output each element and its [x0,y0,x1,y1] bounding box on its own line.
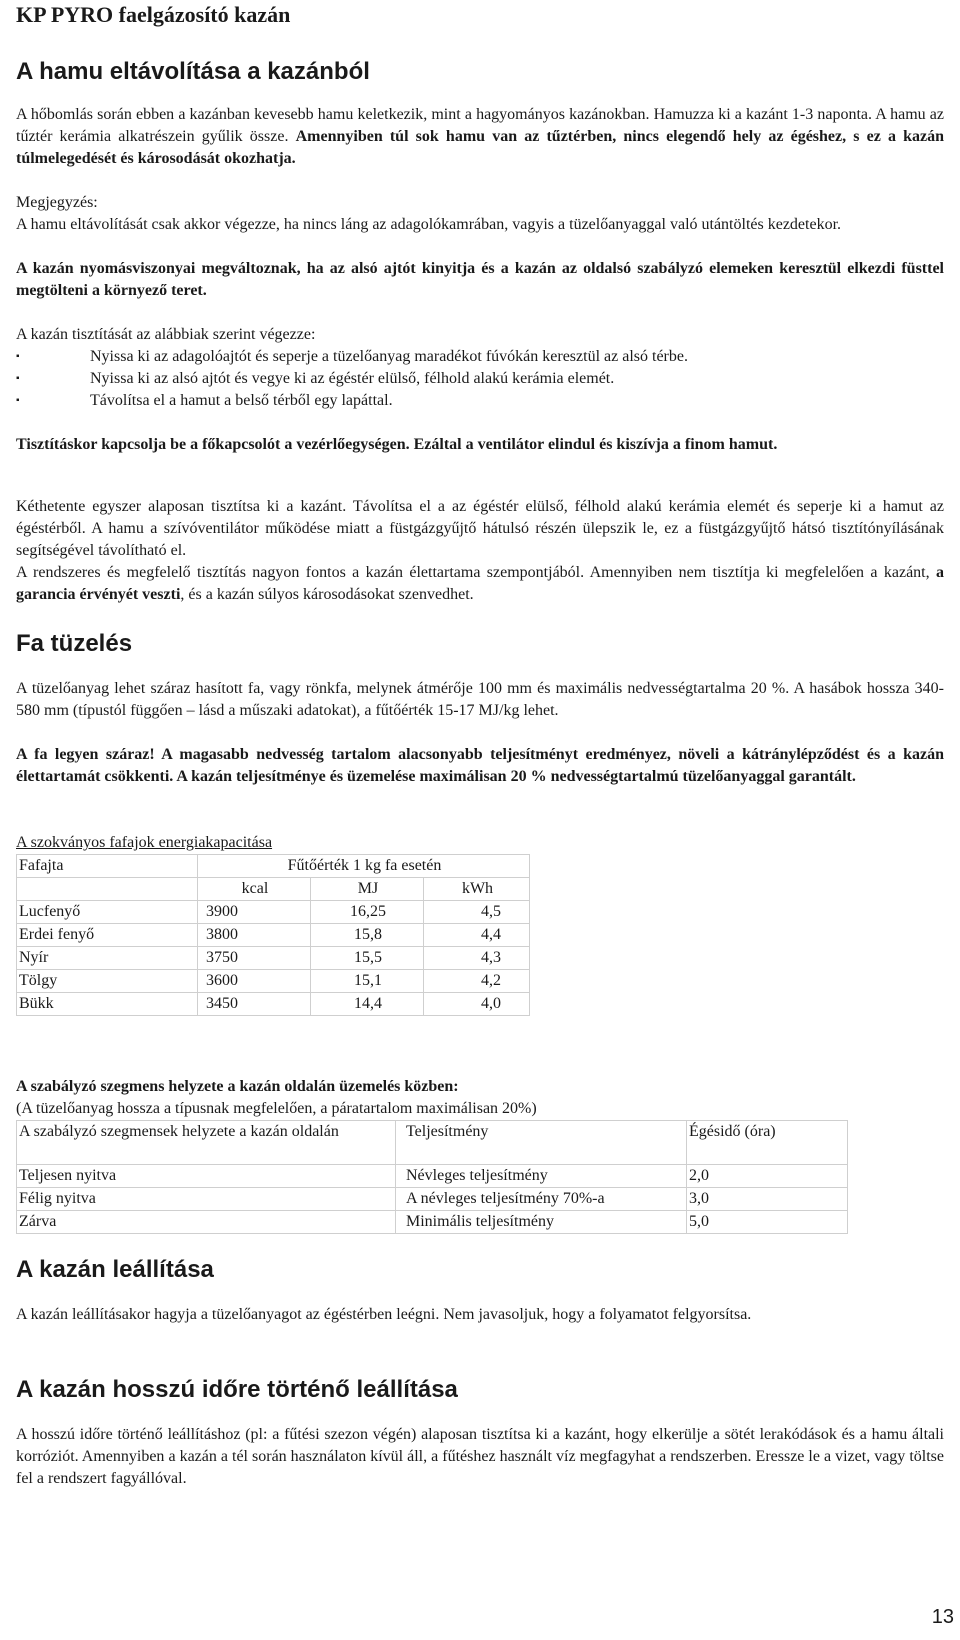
regular-cleaning-text: A rendszeres és megfelelő tisztítás nagyon fontos a kazán élettartama szempontjából. Amennyiben nem tisztítja ki megfelelően a kazánt, [16,564,936,581]
section-heading-wood-firing: Fa tüzelés [16,630,133,657]
table-cell: 4,2 [424,970,530,993]
cleaning-step-text: Nyissa ki az alsó ajtót és vegye ki az égéstér elülső, félhold alakú kerámia elemét. [90,370,615,387]
note-label: Megjegyzés: [16,194,98,211]
regular-cleaning-text-end: , és a kazán súlyos károsodásokat szenvedhet. [180,586,474,603]
warranty-warning: a garancia érvényét veszti [16,564,944,603]
table-cell: 4,0 [424,993,530,1016]
regulator-position-table [16,1120,848,1234]
weekly-cleaning-paragraph: Kéthetente egyszer alaposan tisztítsa ki a kazánt. Távolítsa el a az égéstér elülső, félhold alakú kerámia elemét és seperje ki a hamut az égéstérből. A hamu a szívóventilátor működése miatt a füstgázgyűjtő hátulsó részén ülepszik le, ez a füstgázgyűjtő hátsó tisztítónyílásának segítségével távolítható el. [16,498,944,559]
table-cell: 3,0 [687,1188,848,1211]
table-cell: 3800 [198,924,311,947]
long-shutdown-paragraph: A hosszú időre történő leállításhoz (pl: a fűtési szezon végén) alaposan tisztítsa ki a kazánt, hogy elkerülje a sötét lerakódások és a hamu általi korróziót. Amennyiben a kazán a tél során használaton kívül áll, a fűtéshez használt víz megfagyhat a rendszerben. Eressze le a vizet, vagy töltse fel a rendszert fagyállóval. [16,1426,944,1487]
bullet-icon: ▪ [16,395,20,406]
shutdown-paragraph: A kazán leállításakor hagyja a tüzelőanyagot az égéstérben leégni. Nem javasoljuk, hogy a folyamatot felgyorsítsa. [16,1306,752,1323]
table-cell: Lucfenyő [17,901,198,924]
table-cell: 4,4 [424,924,530,947]
table-cell: Minimális teljesítmény [396,1211,687,1234]
cleaning-step-text: Nyissa ki az adagolóajtót és seperje a tüzelőanyag maradékot fúvókán keresztül az alsó térbe. [90,348,688,365]
fan-instruction: Tisztításkor kapcsolja be a főkapcsolót a vezérlőegységen. Ezáltal a ventilátor elindul és kiszívja a finom hamut. [16,436,778,453]
section-heading-shutdown: A kazán leállítása [16,1256,214,1283]
table-header-cell: Égésidő (óra) [687,1121,848,1165]
note-text: A hamu eltávolítását csak akkor végezze, ha nincs láng az adagolókamrában, vagyis a tüzelőanyaggal való utántöltés kezdetekor. [16,216,842,233]
table-cell: Névleges teljesítmény [396,1165,687,1188]
bullet-icon: ▪ [16,373,20,384]
table-cell: Félig nyitva [17,1188,396,1211]
regulator-table-subtitle: (A tüzelőanyag hossza a típusnak megfelelően, a páratartalom maximálisan 20%) [16,1100,537,1117]
table-header-row [17,1121,848,1165]
cleaning-step [16,346,944,368]
section-heading-ash-removal: A hamu eltávolítása a kazánból [16,58,370,85]
regulator-table-title: A szabályzó szegmens helyzete a kazán oldalán üzemelés közben: [16,1078,459,1095]
table-row [17,924,530,947]
page-number: 13 [931,1606,954,1628]
table-cell: 15,1 [311,970,424,993]
table-cell: 4,5 [424,901,530,924]
table-cell: 15,5 [311,947,424,970]
table-row [17,993,530,1016]
table-cell: Tölgy [17,970,198,993]
cleaning-step [16,390,944,412]
table-cell: A névleges teljesítmény 70%-a [396,1188,687,1211]
table-row [17,901,530,924]
table-header-cell: kcal [198,878,311,901]
table-row [17,947,530,970]
table-header-row [17,878,530,901]
table-cell: 16,25 [311,901,424,924]
regular-cleaning-paragraph [16,562,944,606]
paragraph-ash-intro [16,104,944,170]
table-cell: 4,3 [424,947,530,970]
table-cell: 14,4 [311,993,424,1016]
energy-table-title: A szokványos fafajok energiakapacitása [16,834,273,851]
cleaning-step-text: Távolítsa el a hamut a belső térből egy lapáttal. [90,392,393,409]
table-header-cell: A szabályzó szegmensek helyzete a kazán oldalán [17,1121,396,1165]
table-row [17,1211,848,1234]
energy-capacity-table [16,854,530,1016]
table-header-cell: Fafajta [17,855,198,878]
table-header-cell: Teljesítmény [396,1121,687,1165]
table-header-row [17,855,530,878]
ash-intro-warning: Amennyiben túl sok hamu van az tűztérben, nincs elegendő hely az égéshez, s ez a kazán túlmelegedését és károsodását okozhatja. [16,128,945,167]
table-cell: Nyír [17,947,198,970]
section-heading-long-shutdown: A kazán hosszú időre történő leállítása [16,1376,458,1403]
dry-wood-warning: A fa legyen száraz! A magasabb nedvesség tartalom alacsonyabb teljesítményt eredményez, növeli a kátránylépződést és a kazán élettartamát csökkenti. A kazán teljesítménye és üzemelése maximálisan 20 % nedvességtartalmú tüzelőanyaggal garantált. [16,746,944,785]
table-cell: Teljesen nyitva [17,1165,396,1188]
table-cell: 2,0 [687,1165,848,1188]
table-header-cell: Fűtőérték 1 kg fa esetén [198,855,530,878]
table-row [17,1188,848,1211]
ash-intro-text: A hőbomlás során ebben a kazánban kevesebb hamu keletkezik, mint a hagyományos kazánokban. Hamuzza ki a kazánt 1-3 naponta. A hamu az tűztér kerámia alkatrészein gyűlik össze. [16,106,944,145]
wood-fuel-paragraph: A tüzelőanyag lehet száraz hasított fa, vagy rönkfa, melynek átmérője 100 mm és maximális nedvességtartalma 20 %. A hasábok hossza 340-580 mm (típustól függően – lásd a műszaki adatokat), a fűtőérték 15-17 MJ/kg lehet. [16,680,944,719]
table-cell: 3600 [198,970,311,993]
table-cell: Zárva [17,1211,396,1234]
table-header-cell: MJ [311,878,424,901]
document-title: KP PYRO faelgázosító kazán [16,2,291,27]
table-row [17,970,530,993]
note-warning: A kazán nyomásviszonyai megváltoznak, ha az alsó ajtót kinyitja és a kazán az oldalsó szabályzó elemeken keresztül elkezdi füsttel megtölteni a környező teret. [16,260,944,299]
table-cell: 15,8 [311,924,424,947]
table-cell: Bükk [17,993,198,1016]
table-cell: 5,0 [687,1211,848,1234]
table-cell: 3750 [198,947,311,970]
cleaning-step [16,368,944,390]
table-cell: 3900 [198,901,311,924]
cleaning-title: A kazán tisztítását az alábbiak szerint végezze: [16,326,316,343]
table-empty-cell [17,878,198,901]
bullet-icon: ▪ [16,351,20,362]
table-cell: Erdei fenyő [17,924,198,947]
table-header-cell: kWh [424,878,530,901]
table-cell: 3450 [198,993,311,1016]
table-row [17,1165,848,1188]
